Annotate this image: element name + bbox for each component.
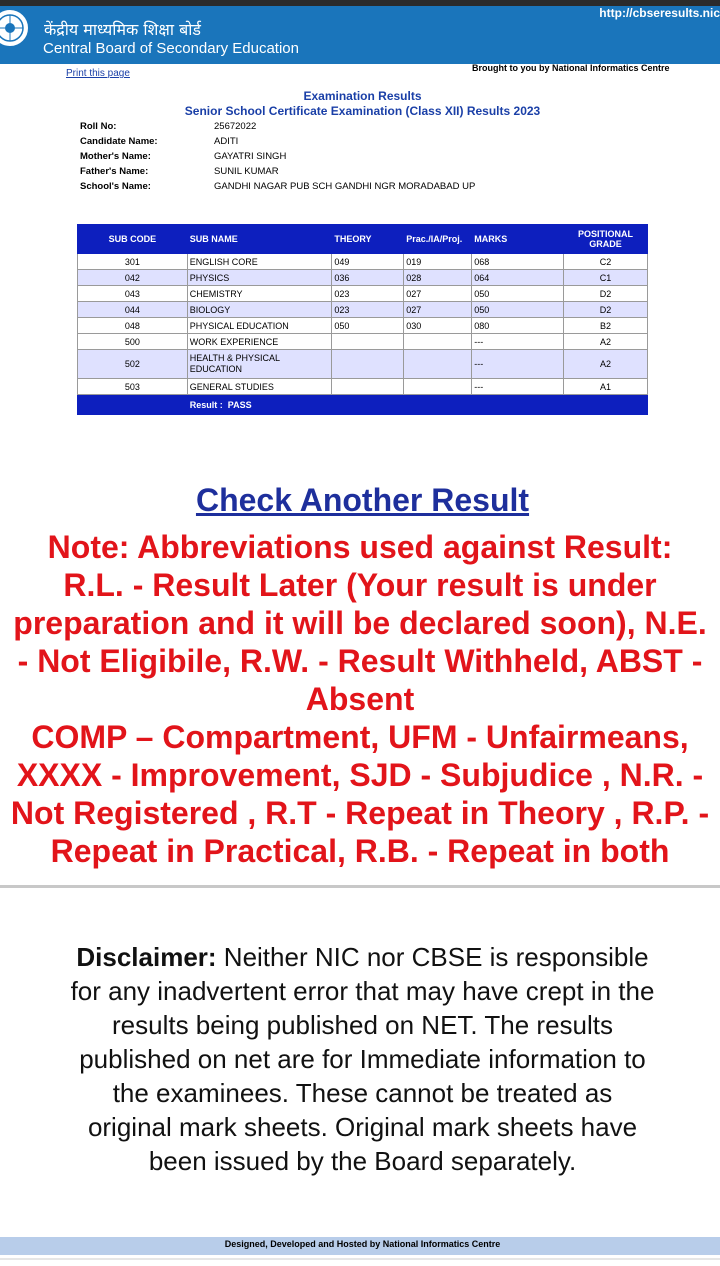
abbreviations-note <box>0 528 720 870</box>
theory-cell: 050 <box>332 318 404 334</box>
sub-code-cell: 043 <box>78 286 188 302</box>
theory-cell: 036 <box>332 270 404 286</box>
exam-subheading: Senior School Certificate Examination (Class XII) Results 2023 <box>184 104 541 118</box>
table-row <box>78 254 648 270</box>
grade-cell: A2 <box>564 334 648 350</box>
note-line: R.L. - Result Later (Your result is under <box>63 567 657 603</box>
candidate-name-label: Candidate Name: <box>80 136 158 147</box>
school-name-value: GANDHI NAGAR PUB SCH GANDHI NGR MORADABAD UP <box>214 181 476 192</box>
sub-name-cell: PHYSICAL EDUCATION <box>187 318 332 334</box>
table-header-row <box>78 225 648 254</box>
practical-cell: 027 <box>404 286 472 302</box>
practical-cell: 028 <box>404 270 472 286</box>
sub-code-cell: 301 <box>78 254 188 270</box>
sub-name-cell: GENERAL STUDIES <box>187 379 332 395</box>
note-line: - Not Eligibile, R.W. - Result Withheld, ABST - <box>17 643 703 679</box>
sub-code-cell: 048 <box>78 318 188 334</box>
check-another-result-link[interactable]: Check Another Result <box>195 482 530 518</box>
header-theory: THEORY <box>332 225 404 254</box>
sub-name-cell: WORK EXPERIENCE <box>187 334 332 350</box>
theory-cell: 023 <box>332 302 404 318</box>
grade-cell: C2 <box>564 254 648 270</box>
footer-credit: Designed, Developed and Hosted by National Informatics Centre <box>224 1239 501 1249</box>
practical-cell <box>404 334 472 350</box>
theory-cell: 023 <box>332 286 404 302</box>
mother-name-label: Mother's Name: <box>80 151 151 162</box>
grade-cell: C1 <box>564 270 648 286</box>
cbse-emblem-icon <box>0 6 32 64</box>
header-positional-grade: POSITIONAL GRADE <box>564 225 648 254</box>
note-line: Not Registered , R.T - Repeat in Theory , R.P. - <box>10 795 710 831</box>
result-spacer <box>78 395 188 415</box>
practical-cell <box>404 350 472 379</box>
theory-cell <box>332 334 404 350</box>
results-table <box>77 224 648 415</box>
sub-code-cell: 042 <box>78 270 188 286</box>
theory-cell <box>332 379 404 395</box>
grade-cell: A1 <box>564 379 648 395</box>
table-row <box>78 270 648 286</box>
theory-cell <box>332 350 404 379</box>
practical-cell <box>404 379 472 395</box>
marks-cell: --- <box>472 350 564 379</box>
sub-name-cell: PHYSICS <box>187 270 332 286</box>
brought-by-text: Brought to you by National Informatics Centre <box>472 63 670 73</box>
note-line: Absent <box>305 681 415 717</box>
sub-code-cell: 502 <box>78 350 188 379</box>
roll-no-value: 25672022 <box>214 121 257 132</box>
table-row <box>78 379 648 395</box>
sub-code-cell: 044 <box>78 302 188 318</box>
header-sub-name: SUB NAME <box>187 225 332 254</box>
practical-cell: 027 <box>404 302 472 318</box>
father-name-value: SUNIL KUMAR <box>214 166 279 177</box>
divider <box>0 885 720 888</box>
practical-cell: 019 <box>404 254 472 270</box>
sub-name-cell: HEALTH & PHYSICAL EDUCATION <box>187 350 332 379</box>
marks-cell: --- <box>472 334 564 350</box>
header-sub-code: SUB CODE <box>78 225 188 254</box>
note-line: Note: Abbreviations used against Result: <box>47 529 673 565</box>
table-row <box>78 350 648 379</box>
practical-cell: 030 <box>404 318 472 334</box>
table-row <box>78 302 648 318</box>
note-line: preparation and it will be declared soon), N.E. <box>13 605 707 641</box>
roll-no-label: Roll No: <box>80 121 117 132</box>
sub-code-cell: 500 <box>78 334 188 350</box>
sub-name-cell: BIOLOGY <box>187 302 332 318</box>
disclaimer-label: Disclaimer: <box>76 942 217 972</box>
mother-name-value: GAYATRI SINGH <box>214 151 287 162</box>
board-name-english: Central Board of Secondary Education <box>43 40 299 57</box>
board-name-hindi: केंद्रीय माध्यमिक शिक्षा बोर्ड <box>44 20 201 39</box>
candidate-name-value: ADITI <box>214 136 239 147</box>
note-line: Repeat in Practical, R.B. - Repeat in both <box>50 833 670 869</box>
sub-name-cell: CHEMISTRY <box>187 286 332 302</box>
marks-cell: 068 <box>472 254 564 270</box>
disclaimer-text: Neither NIC nor CBSE is responsible for any inadvertent error that may have crept in the results being published on NET. The results published on net are for Immediate information to the examinees. These cannot be treated as original mark sheets. Original mark sheets have been issued by the Board separately. <box>70 942 655 1176</box>
grade-cell: B2 <box>564 318 648 334</box>
bottom-divider <box>0 1258 720 1260</box>
marks-cell: --- <box>472 379 564 395</box>
sub-name-cell: ENGLISH CORE <box>187 254 332 270</box>
result-row <box>78 395 648 415</box>
table-row <box>78 286 648 302</box>
note-line: COMP – Compartment, UFM - Unfairmeans, <box>31 719 689 755</box>
header-marks: MARKS <box>472 225 564 254</box>
result-value: PASS <box>227 399 252 410</box>
grade-cell: D2 <box>564 286 648 302</box>
marks-cell: 064 <box>472 270 564 286</box>
site-url: http://cbseresults.nic <box>599 6 720 20</box>
school-name-label: School's Name: <box>80 181 151 192</box>
grade-cell: A2 <box>564 350 648 379</box>
sub-code-cell: 503 <box>78 379 188 395</box>
result-cell <box>187 395 647 415</box>
marks-cell: 050 <box>472 286 564 302</box>
table-row <box>78 318 648 334</box>
marks-cell: 050 <box>472 302 564 318</box>
grade-cell: D2 <box>564 302 648 318</box>
father-name-label: Father's Name: <box>80 166 149 177</box>
disclaimer <box>70 940 655 1178</box>
exam-heading: Examination Results <box>303 89 422 103</box>
marks-cell: 080 <box>472 318 564 334</box>
print-page-link[interactable]: Print this page <box>66 68 130 79</box>
header-practical: Prac./IA/Proj. <box>404 225 472 254</box>
note-line: XXXX - Improvement, SJD - Subjudice , N.R. - <box>16 757 704 793</box>
theory-cell: 049 <box>332 254 404 270</box>
result-label: Result : <box>189 399 223 410</box>
table-row <box>78 334 648 350</box>
